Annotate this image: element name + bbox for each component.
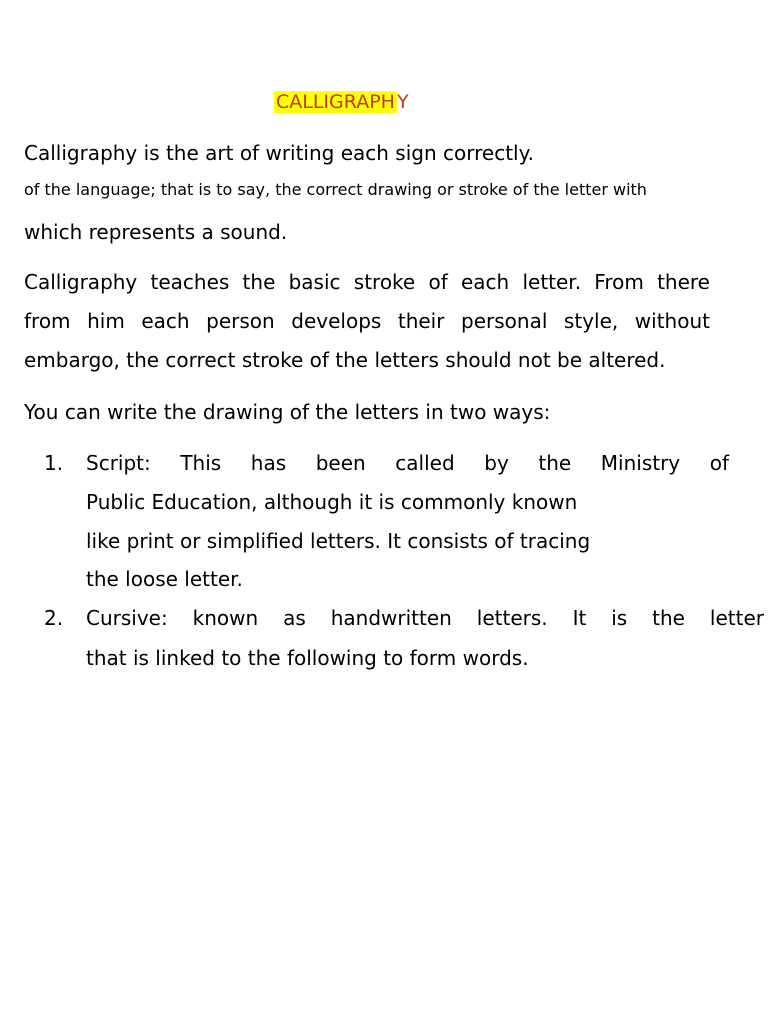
para3-line-1: You can write the drawing of the letters in two ways: bbox=[24, 400, 551, 424]
title-highlighted: CALLIGRAPH bbox=[276, 91, 395, 113]
list-number: 2. bbox=[44, 606, 64, 630]
intro-line-3: which represents a sound. bbox=[24, 220, 288, 244]
para2-line-2: from him each person develops their personal style, without bbox=[24, 309, 710, 333]
list-number: 1. bbox=[44, 451, 64, 475]
list-item-line-1: Cursive: known as handwritten letters. It is the letter bbox=[86, 606, 764, 630]
list-item-line-2: that is linked to the following to form words. bbox=[86, 646, 529, 670]
list-item-line-3: like print or simplified letters. It consists of tracing bbox=[86, 529, 591, 553]
intro-line-2: of the language; that is to say, the correct drawing or stroke of the letter with bbox=[24, 180, 647, 199]
para2-line-1: Calligraphy teaches the basic stroke of each letter. From there bbox=[24, 270, 710, 294]
document-title bbox=[274, 87, 409, 117]
intro-line-1: Calligraphy is the art of writing each sign correctly. bbox=[24, 141, 534, 165]
para2-line-3: embargo, the correct stroke of the letters should not be altered. bbox=[24, 348, 666, 372]
title-rest: Y bbox=[396, 91, 409, 113]
list-item-line-1: Script: This has been called by the Ministry of bbox=[86, 451, 729, 475]
list-item-line-4: the loose letter. bbox=[86, 567, 243, 591]
list-item-line-2: Public Education, although it is commonly known bbox=[86, 490, 578, 514]
